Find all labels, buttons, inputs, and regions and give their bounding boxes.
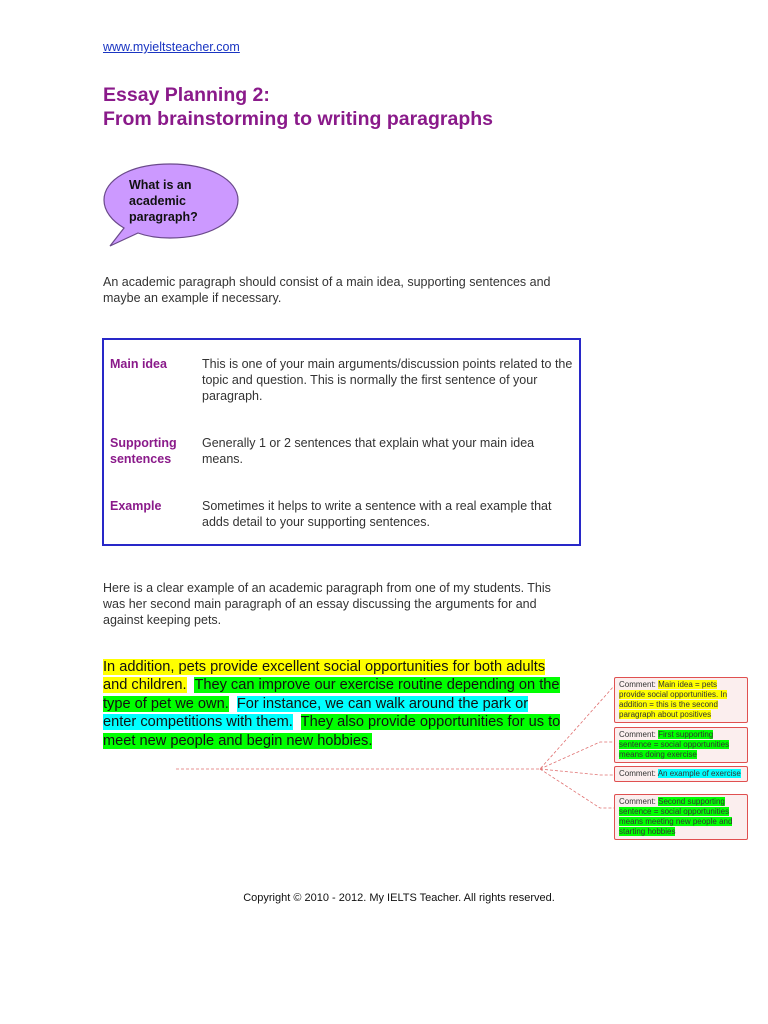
title-line-2: From brainstorming to writing paragraphs <box>103 108 494 130</box>
supporting-sentence-2-highlight: They also provide opportunities for us to meet new people and begin new hobbies. <box>103 714 561 749</box>
lead-text: Here is a clear example of an academic paragraph from one of my students. This was her second main paragraph of an essay discussing the arguments for and against keeping pets. <box>103 581 551 627</box>
definition-term: Main idea <box>110 357 167 371</box>
intro-text: An academic paragraph should consist of a main idea, supporting sentences and maybe an example if necessary. <box>103 275 551 305</box>
main-idea-highlight: In addition, pets provide excellent social opportunities for both adults and children. <box>103 659 546 694</box>
comment-label: Comment: <box>619 680 659 689</box>
comment-box[interactable] <box>614 727 748 763</box>
definition-term: Example <box>110 499 162 513</box>
example-highlight: For instance, we can walk around the park or enter competitions with them. <box>103 695 529 731</box>
supporting-sentence-1-highlight: They can improve our exercise routine depending on the type of pet we own. <box>103 677 560 712</box>
definition-description: This is one of your main arguments/discussion points related to the topic and question. This is normally the first sentence of your paragraph. <box>202 357 573 403</box>
comment-label: Comment: <box>619 797 659 806</box>
comment-text: An example of exercise <box>657 769 741 778</box>
comment-label: Comment: <box>619 769 658 778</box>
comment-box[interactable] <box>614 677 748 723</box>
copyright-footer: Copyright © 2010 - 2012. My IELTS Teacher. All rights reserved. <box>243 892 555 904</box>
comment-box[interactable] <box>614 766 748 782</box>
bubble-text: What is an academic paragraph? <box>129 178 198 224</box>
comment-label: Comment: <box>619 730 659 739</box>
comment-box[interactable] <box>614 794 748 840</box>
title-line-1: Essay Planning 2: <box>103 84 270 106</box>
definition-description: Sometimes it helps to write a sentence with a real example that adds detail to your supporting sentences. <box>202 499 552 529</box>
comment-text: Second supporting sentence = social opportunities means meeting new people and starting hobbies <box>619 797 733 836</box>
site-link[interactable]: www.myieltsteacher.com <box>103 40 240 54</box>
comment-text: First supporting sentence = social opportunities means doing exercise <box>619 730 730 759</box>
definition-description: Generally 1 or 2 sentences that explain what your main idea means. <box>202 436 535 466</box>
definition-term: Supporting sentences <box>110 436 177 466</box>
comment-text: Main idea = pets provide social opportunities. In addition = this is the second paragraph about positives <box>619 680 728 719</box>
